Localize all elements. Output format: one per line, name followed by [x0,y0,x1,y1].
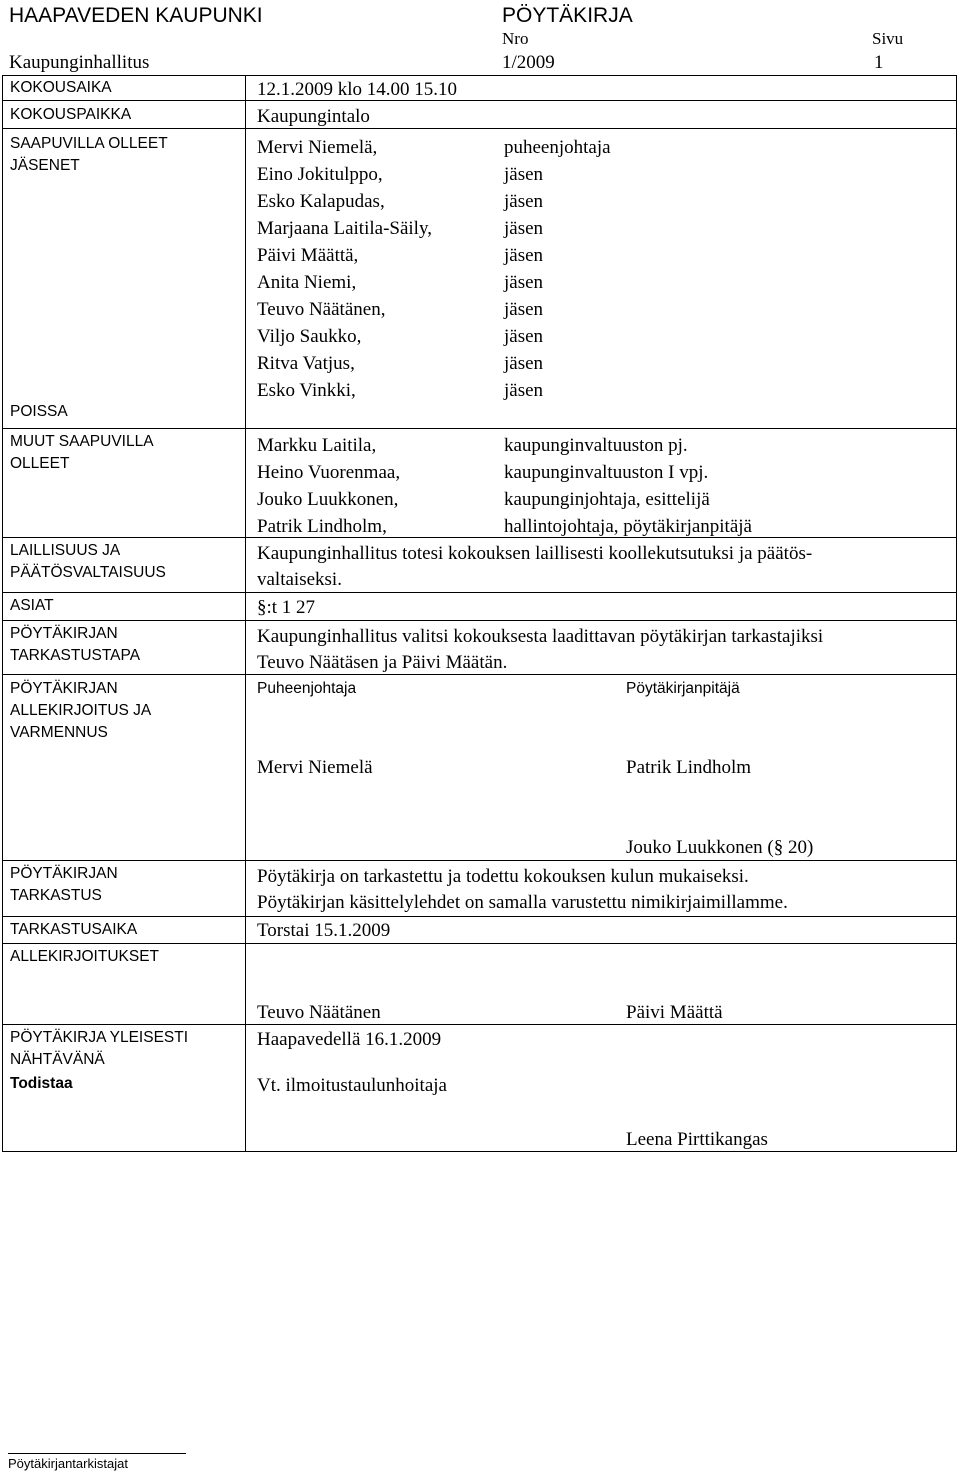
certifier-name: Leena Pirttikangas [626,1129,768,1150]
organization-name: HAAPAVEDEN KAUPUNKI [9,4,263,27]
member-name: Esko Kalapudas, [257,191,385,212]
meeting-place: Kaupungintalo [257,106,370,127]
member-role: jäsen [504,353,544,374]
inspector-1-name: Teuvo Näätänen [257,1002,381,1023]
member-row [257,272,947,299]
present-label-line-2: JÄSENET [10,157,80,174]
public-display-text: Haapavedellä 16.1.2009 [257,1029,442,1050]
inspection-label [10,863,118,907]
public-label-line-2: NÄHTÄVÄNÄ [10,1051,105,1068]
signatures-label: ALLEKIRJOITUKSET [10,948,160,965]
other-name: Patrik Lindholm, [257,516,387,537]
check-method-label [10,623,140,667]
member-name: Mervi Niemelä, [257,137,378,158]
meeting-time-label: KOKOUSAIKA [10,79,112,96]
other-name: Heino Vuorenmaa, [257,462,401,483]
initials-label: Pöytäkirjantarkistajat [8,1456,128,1471]
legality-label-line-2: PÄÄTÖSVALTAISUUS [10,564,166,581]
member-role: jäsen [504,245,544,266]
member-name: Ritva Vatjus, [257,353,355,374]
member-name: Päivi Määttä, [257,245,359,266]
body-name: Kaupunginhallitus [9,52,150,73]
secretary-signature-name: Patrik Lindholm [626,757,752,778]
signing-label-line-1: PÖYTÄKIRJAN [10,680,118,697]
member-role: jäsen [504,218,544,239]
other-role: kaupunginvaltuuston pj. [504,435,688,456]
meeting-number: 1/2009 [502,52,555,73]
member-role: jäsen [504,299,544,320]
member-name: Viljo Saukko, [257,326,362,347]
check-method-label-line-1: PÖYTÄKIRJAN [10,625,118,642]
legality-label-line-1: LAILLISUUS JA [10,542,121,559]
initials-line [8,1453,186,1454]
inspection-time: Torstai 15.1.2009 [257,920,391,941]
member-row [257,164,947,191]
document-type: PÖYTÄKIRJA [502,4,633,27]
nro-label: Nro [502,29,529,48]
meeting-place-label: KOKOUSPAIKKA [10,106,132,123]
public-label-line-1: PÖYTÄKIRJA YLEISESTI [10,1029,189,1046]
other-role: kaupunginvaltuuston I vpj. [504,462,709,483]
certify-label: Todistaa [10,1075,73,1092]
member-row [257,218,947,245]
member-row [257,137,947,164]
other-role: hallintojohtaja, pöytäkirjanpitäjä [504,516,752,537]
inspection-text-line-1: Pöytäkirja on tarkastettu ja todettu kokouksen kulun mukaiseksi. [257,866,749,887]
presenter-signature-name: Jouko Luukkonen (§ 20) [626,837,814,858]
certifier-title: Vt. ilmoitustaulunhoitaja [257,1075,447,1096]
member-role: jäsen [504,380,544,401]
member-role: jäsen [504,272,544,293]
other-row [257,435,947,462]
other-role: kaupunginjohtaja, esittelijä [504,489,710,510]
inspection-label-line-2: TARKASTUS [10,887,102,904]
legality-text-line-1: Kaupunginhallitus totesi kokouksen laillisesti koollekutsutuksi ja päätös- [257,543,813,564]
member-row [257,245,947,272]
check-method-text-line-2: Teuvo Näätäsen ja Päivi Määtän. [257,652,508,673]
present-members-label [10,133,168,177]
member-row [257,299,947,326]
member-name: Esko Vinkki, [257,380,356,401]
signing-label [10,678,151,744]
legality-label [10,540,166,584]
secretary-title: Pöytäkirjanpitäjä [626,680,740,697]
member-name: Teuvo Näätänen, [257,299,386,320]
others-list [257,435,947,543]
member-name: Marjaana Laitila-Säily, [257,218,432,239]
chair-signature-name: Mervi Niemelä [257,757,373,778]
member-role: jäsen [504,191,544,212]
inspection-label-line-1: PÖYTÄKIRJAN [10,865,118,882]
public-display-label [10,1027,188,1071]
page-number: 1 [874,52,884,73]
check-method-text-line-1: Kaupunginhallitus valitsi kokouksesta laadittavan pöytäkirjan tarkastajiksi [257,626,824,647]
member-role: puheenjohtaja [504,137,611,158]
others-label-line-2: OLLEET [10,455,70,472]
other-name: Markku Laitila, [257,435,377,456]
chair-title: Puheenjohtaja [257,680,357,697]
items-range: §:t 1 27 [257,597,316,618]
member-name: Eino Jokitulppo, [257,164,383,185]
other-row [257,462,947,489]
other-row [257,489,947,516]
member-name: Anita Niemi, [257,272,357,293]
member-role: jäsen [504,164,544,185]
signing-label-line-2: ALLEKIRJOITUS JA [10,702,152,719]
absent-label: POISSA [10,403,68,420]
inspection-time-label: TARKASTUSAIKA [10,921,138,938]
items-label: ASIAT [10,597,54,614]
other-row [257,516,947,543]
others-label-line-1: MUUT SAAPUVILLA [10,433,154,450]
member-row [257,380,947,407]
others-present-label [10,431,154,475]
other-name: Jouko Luukkonen, [257,489,399,510]
member-row [257,326,947,353]
member-row [257,353,947,380]
present-label-line-1: SAAPUVILLA OLLEET [10,135,168,152]
sivu-label: Sivu [872,29,904,48]
member-row [257,191,947,218]
legality-text-line-2: valtaiseksi. [257,569,342,590]
inspection-text-line-2: Pöytäkirjan käsittelylehdet on samalla varustettu nimikirjaimillamme. [257,892,788,913]
member-list [257,137,947,407]
check-method-label-line-2: TARKASTUSTAPA [10,647,141,664]
inspector-2-name: Päivi Määttä [626,1002,723,1023]
signing-label-line-3: VARMENNUS [10,724,108,741]
meeting-time: 12.1.2009 klo 14.00 15.10 [257,79,458,100]
member-role: jäsen [504,326,544,347]
